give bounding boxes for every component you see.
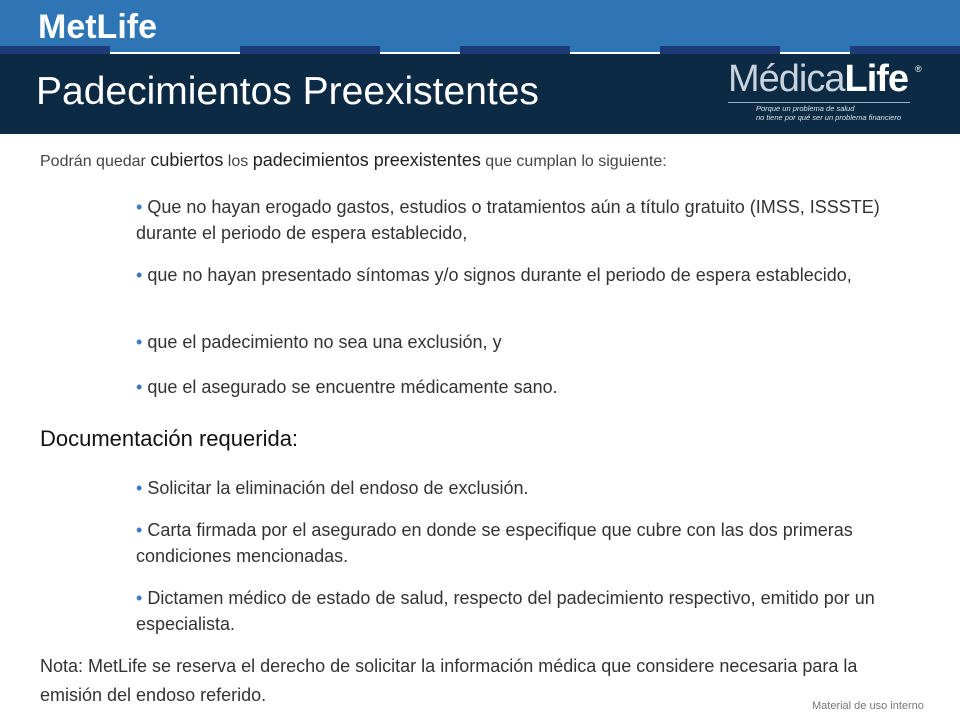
- logo-divider: [728, 102, 910, 103]
- bullet-icon: •: [136, 265, 143, 285]
- condition-item: • que el asegurado se encuentre médicamente sano.: [136, 377, 558, 397]
- documentation-item: • Solicitar la eliminación del endoso de exclusión.: [136, 478, 529, 498]
- header-stripes: [0, 46, 960, 54]
- bullet-icon: •: [136, 377, 143, 397]
- bullet-icon: •: [136, 588, 143, 608]
- registered-mark: ®: [915, 64, 922, 74]
- medicalife-logo: [716, 58, 926, 130]
- medicalife-wordmark: MédicaLife: [728, 58, 909, 100]
- documentation-heading: Documentación requerida:: [40, 426, 299, 451]
- bullet-icon: •: [136, 197, 143, 217]
- page-title: Padecimientos Preexistentes: [36, 70, 539, 113]
- condition-item: • Que no hayan erogado gastos, estudios o tratamientos aún a título gratuito (IMSS, ISSSTE) durante el periodo de espera establecido,: [136, 197, 880, 243]
- top-brand-bar: [0, 0, 960, 52]
- bullet-icon: •: [136, 478, 143, 498]
- documentation-item: • Dictamen médico de estado de salud, respecto del padecimiento respectivo, emitido por un especialista.: [136, 588, 875, 634]
- bullet-icon: •: [136, 520, 143, 540]
- medicalife-tagline: Porque un problema de salud no tiene por qué ser un problema financiero: [756, 104, 902, 122]
- intro-text: Podrán quedar cubiertos los padecimientos preexistentes que cumplan lo siguiente:: [40, 150, 667, 170]
- note-text: Nota: MetLife se reserva el derecho de solicitar la información médica que considere necesaria para la emisión del endoso referido.: [40, 656, 858, 705]
- metlife-logo: MetLife: [38, 8, 157, 46]
- documentation-item: • Carta firmada por el asegurado en donde se especifique que cubre con las dos primeras condiciones mencionadas.: [136, 520, 853, 566]
- condition-item: • que el padecimiento no sea una exclusión, y: [136, 332, 502, 352]
- bullet-icon: •: [136, 332, 143, 352]
- condition-item: • que no hayan presentado síntomas y/o signos durante el periodo de espera establecido,: [136, 265, 852, 285]
- footer-internal-use: Material de uso interno: [812, 700, 924, 712]
